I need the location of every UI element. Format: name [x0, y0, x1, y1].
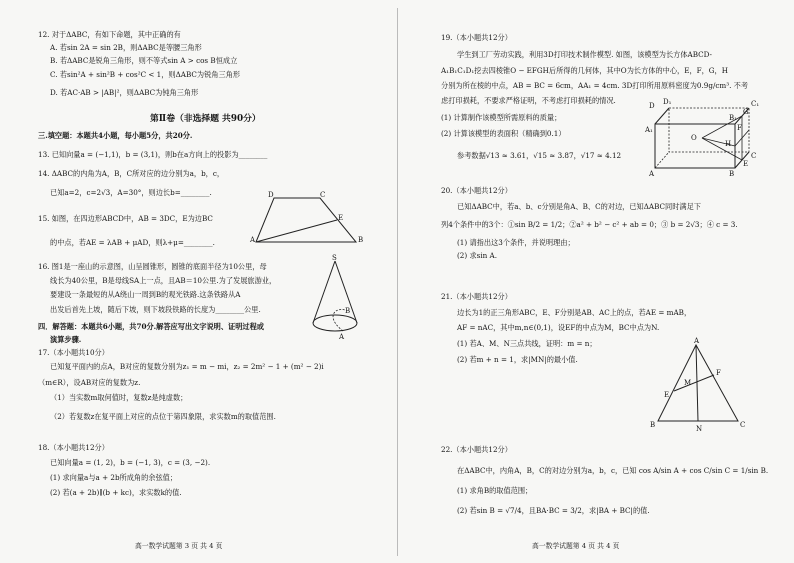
label-c: C — [320, 191, 326, 199]
q16-line2: 线长为40公里，B是母线SA上一点，且AB＝10公里.为了发展旅游业， — [50, 276, 277, 285]
label-e: E — [338, 214, 344, 222]
q19-line3: 分别为所在棱的中点，AB = BC = 6cm，AA₁ = 4cm. 3D打印所用原料密度为0.9g/cm³. 不考 — [441, 81, 749, 90]
part2-title: 第Ⅱ卷（非选择题 共90分） — [150, 114, 261, 124]
q21-line1: 边长为1的正三角形ABC，E、F分别是AB、AC上的点，若AE = mAB， — [457, 308, 692, 317]
label-g: G — [743, 108, 749, 116]
q19-line1: 学生到工厂劳动实践，利用3D打印技术制作模型. 如图，该模型为长方体ABCD- — [457, 50, 712, 59]
label-b: B — [729, 170, 735, 178]
q21-header: 21.（本小题共12分） — [441, 292, 512, 301]
label-b: B — [345, 307, 351, 315]
q22-part1: (1) 求角B的取值范围； — [457, 486, 533, 495]
label-a: A — [250, 236, 256, 244]
q14-line1: 14. ΔABC的内角为A，B，C所对应的边分别为a，b，c， — [38, 169, 225, 178]
q17-header: 17.（本小题共10分） — [38, 348, 109, 357]
q17-line1: 已知复平面内的点A，B对应的复数分别为z₁ = m − mi，z₂ = 2m² − 1 + (m² − 2)i — [50, 362, 324, 371]
label-b: B — [650, 421, 656, 429]
label-c: C — [751, 152, 757, 160]
label-b1: B₁ — [729, 114, 737, 122]
triangle-figure — [652, 335, 747, 435]
q20-line2: 列4个条件中的3个：①sin B/2 = 1/2；②a² + b² − c² + ab = 0；③ b = 2√3；④ c = 3. — [441, 220, 738, 229]
label-o: O — [691, 134, 697, 142]
q21-part2: (2) 若m + n = 1，求|MN|的最小值. — [457, 355, 578, 364]
label-a1: A₁ — [645, 126, 653, 134]
q18-part2: (2) 若(a + 2b)∥(b + kc)，求实数k的值. — [50, 488, 182, 497]
q19-part1: (1) 计算制作该模型所需原料的质量； — [441, 113, 562, 122]
q14-line2: 已知a=2，c=2√3，A=30°，则边长b=________. — [50, 188, 212, 197]
label-f: F — [737, 124, 742, 132]
label-b: B — [358, 236, 364, 244]
label-e: E — [664, 391, 670, 399]
q12-option-c: C. 若sin²A + sin²B + cos²C < 1，则ΔABC为锐角三角形 — [50, 70, 241, 79]
q12-option-a: A. 若sin 2A = sin 2B，则ΔABC是等腰三角形 — [50, 43, 202, 52]
q19-line2: A₁B₁C₁D₁挖去四棱锥O − EFGH后所得的几何体，其中O为长方体的中心，E，F，G，H — [441, 66, 729, 75]
q20-header: 20.（本小题共12分） — [441, 186, 512, 195]
q22-header: 22.（本小题共12分） — [441, 445, 512, 454]
q17-part2: （2）若复数z在复平面上对应的点位于第四象限，求实数m的取值范围. — [50, 412, 276, 421]
answer-header-line2: 演算步骤. — [50, 335, 82, 344]
label-e: E — [743, 160, 749, 168]
q19-reference-data: 参考数据√13 ≈ 3.61，√15 ≈ 3.87，√17 ≈ 4.12 — [457, 151, 622, 160]
q12-stem: 12. 对于ΔABC，有如下命题，其中正确的有 — [38, 30, 181, 39]
q21-line2: AF = nAC，其中m,n∈(0,1)，设EF的中点为M，BC中点为N. — [457, 323, 660, 332]
q15-line2: 的中点，若AE = λAB + μAD，则λ+μ=________. — [50, 238, 215, 247]
trapezoid-figure — [250, 190, 370, 250]
answer-header-line1: 四．解答题：本题共6小题，共70分.解答应写出文字说明、证明过程或 — [38, 322, 264, 331]
label-f: F — [716, 369, 721, 377]
label-a: A — [339, 333, 345, 341]
cone-figure — [305, 255, 365, 340]
box-figure — [645, 98, 769, 180]
q18-line1: 已知向量a = (1, 2)，b = (−1, 3)，c = (3, −2). — [50, 458, 211, 467]
right-column — [397, 0, 794, 563]
label-d: D — [649, 102, 655, 110]
label-c1: C₁ — [751, 100, 760, 108]
q22-part2: (2) 若sin B = √7/4，且BA·BC = 3/2，求|BA + BC|的值. — [457, 506, 650, 515]
q12-option-d: D. 若AC·AB > |AB|²，则ΔABC为钝角三角形 — [50, 88, 199, 97]
q22-line1: 在ΔABC中，内角A，B，C的对边分别为a，b，c，已知 cos A/sin A + cos C/sin C = 1/sin B. — [457, 466, 769, 475]
q17-part1: （1）当实数m取何值时，复数z是纯虚数； — [50, 393, 188, 402]
q18-part1: (1) 求向量a与a + 2b所成角的余弦值； — [50, 473, 178, 482]
q19-part2: (2) 计算该模型的表面积（精确到0.1） — [441, 129, 566, 138]
page-footer-left: 高一数学试题第 3 页 共 4 页 — [135, 542, 223, 550]
q16-line4: 出发后首先上坡，随后下坡，则下坡段铁路的长度为________公里. — [50, 305, 261, 314]
label-h: H — [725, 140, 732, 148]
q20-part2: (2) 求sin A. — [457, 251, 498, 260]
page-footer-right: 高一数学试题第 4 页 共 4 页 — [532, 542, 620, 550]
q21-part1: (1) 若A、M、N三点共线，证明：m = n； — [457, 339, 597, 348]
q18-header: 18.（本小题共12分） — [38, 443, 109, 452]
label-n: N — [696, 425, 703, 433]
q20-part1: (1) 请指出这3个条件，并说明理由； — [457, 238, 575, 247]
label-d: D — [268, 191, 274, 199]
q13-text: 13. 已知向量a = (−1,1)，b = (3,1)，则b在a方向上的投影为________ — [38, 150, 268, 159]
label-a: A — [694, 337, 700, 345]
q20-line1: 已知ΔABC中，若a、b、c分别是角A、B、C的对边，已知ΔABC同时满足下 — [457, 202, 701, 211]
q17-line2: （m∈R），设AB对应的复数为z. — [38, 378, 141, 387]
label-c: C — [740, 421, 746, 429]
q19-header: 19.（本小题共12分） — [441, 33, 512, 42]
q16-line3: 要建设一条最短的从A绕山一周到B的观光铁路.这条铁路从A — [50, 290, 241, 299]
fill-blank-header: 三.填空题：本题共4小题，每小题5分，共20分. — [38, 131, 193, 140]
q19-line4: 虑打印损耗，不要求严格证明，不考虑打印损耗的情况. — [441, 96, 616, 105]
q16-line1: 16. 图1是一座山的示意图，山呈圆锥形，圆锥的底面半径为10公里，母 — [38, 262, 267, 271]
q12-option-b: B. 若ΔABC是锐角三角形，则不等式sin A > cos B恒成立 — [50, 56, 238, 65]
label-a: A — [649, 170, 655, 178]
label-d1: D₁ — [663, 98, 672, 106]
label-m: M — [684, 379, 692, 387]
label-s: S — [332, 254, 337, 262]
q15-line1: 15. 如图，在四边形ABCD中，AB = 3DC，E为边BC — [38, 214, 213, 223]
